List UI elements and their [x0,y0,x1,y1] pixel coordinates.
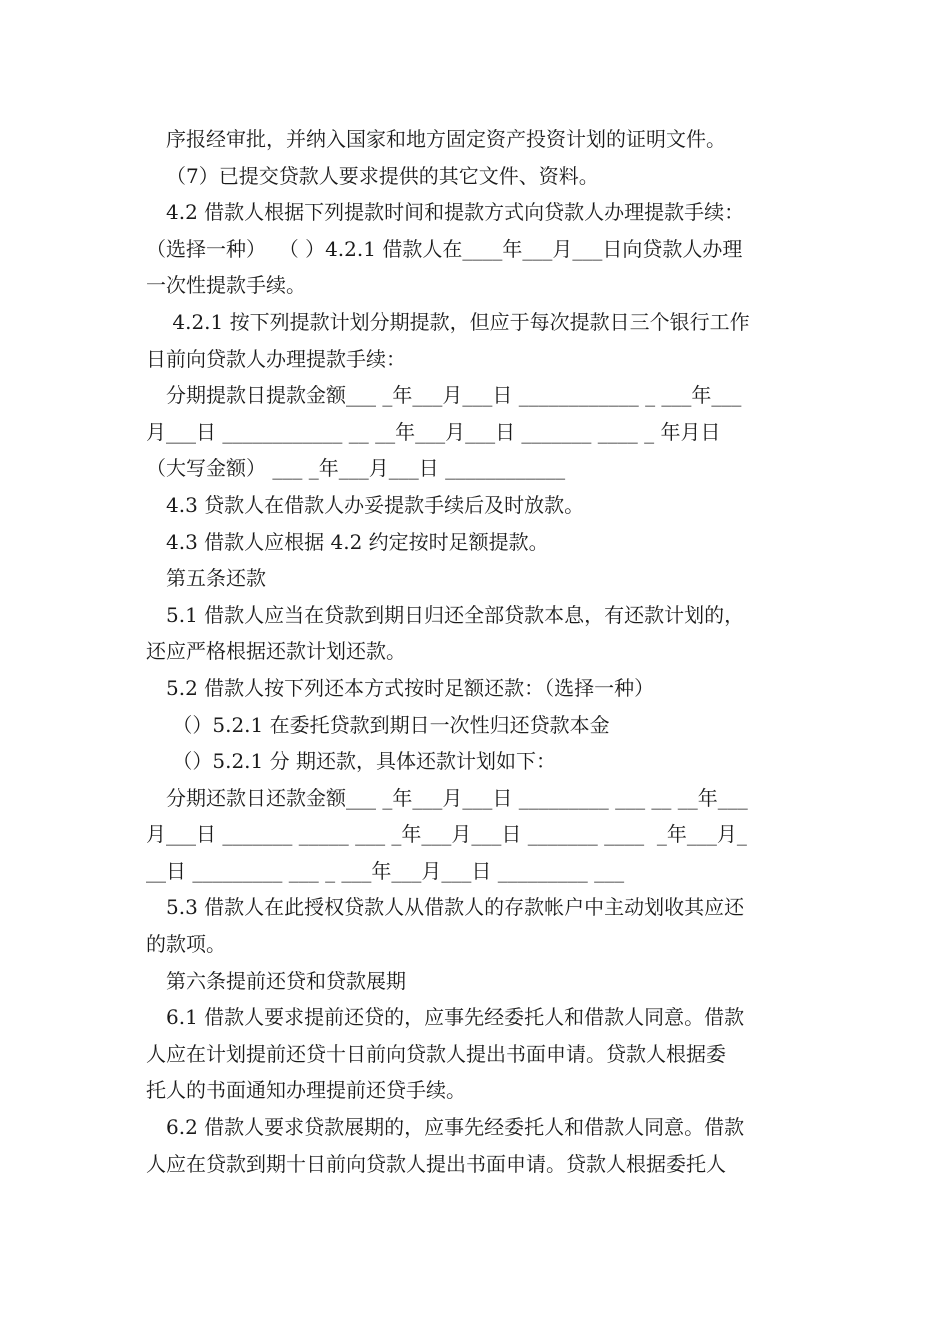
text-line: 4.3 贷款人在借款人办妥提款手续后及时放款。 [166,492,585,517]
text-line: 日前向贷款人办理提款手续： [146,346,406,371]
text-line: （）5.2.1 分 期还款，具体还款计划如下： [166,749,556,774]
text-line: （7）已提交贷款人要求提供的其它文件、资料。 [166,163,599,188]
text-line: 月___日 ____________ __ __年___月___日 _______ ____ _ 年月日 [146,419,721,444]
text-line: 5.2 借款人按下列还本方式按时足额还款：（选择一种） [166,675,655,700]
text-line: 6.2 借款人要求贷款展期的，应事先经委托人和借款人同意。借款 [166,1115,745,1140]
text-line: 月___日 _______ _____ ___ _年___月___日 _______ ____ _年___月_ [146,822,747,847]
text-line: （大写金额） ___ _年___月___日 ____________ [146,456,566,481]
text-line: 的款项。 [146,932,226,957]
text-line: 还应严格根据还款计划还款。 [146,639,406,664]
text-line: 5.3 借款人在此授权贷款人从借款人的存款帐户中主动划收其应还 [166,895,745,920]
text-line: （）5.2.1 在委托贷款到期日一次性归还贷款本金 [166,712,610,737]
text-line: 一次性提款手续。 [146,273,306,298]
document-body [146,121,808,1182]
text-line: （选择一种） （ ）4.2.1 借款人在____年___月___日向贷款人办理 [146,236,743,261]
text-line: __日 _________ ___ _ ___年___月___日 _________ ___ [146,858,625,883]
text-line: 4.2 借款人根据下列提款时间和提款方式向贷款人办理提款手续： [166,200,745,225]
text-line: 托人的书面通知办理提前还贷手续。 [146,1078,466,1103]
text-line: 人应在贷款到期十日前向贷款人提出书面申请。贷款人根据委托人 [146,1151,726,1176]
text-line: 分期提款日提款金额___ _年___月___日 ____________ _ ___年___ [166,383,742,408]
text-line: 第五条还款 [166,566,266,591]
text-line: 第六条提前还贷和贷款展期 [166,968,406,993]
text-line: 序报经审批，并纳入国家和地方固定资产投资计划的证明文件。 [166,127,726,151]
text-line: 6.1 借款人要求提前还贷的，应事先经委托人和借款人同意。借款 [166,1005,745,1030]
text-line: 4.2.1 按下列提款计划分期提款，但应于每次提款日三个银行工作 [166,309,750,334]
text-line: 分期还款日还款金额___ _年___月___日 _________ ___ __ __年___ [166,785,748,810]
text-line: 人应在计划提前还贷十日前向贷款人提出书面申请。贷款人根据委 [146,1041,726,1066]
text-line: 5.1 借款人应当在贷款到期日归还全部贷款本息，有还款计划的， [166,602,745,627]
text-line: 4.3 借款人应根据 4.2 约定按时足额提款。 [166,529,549,554]
